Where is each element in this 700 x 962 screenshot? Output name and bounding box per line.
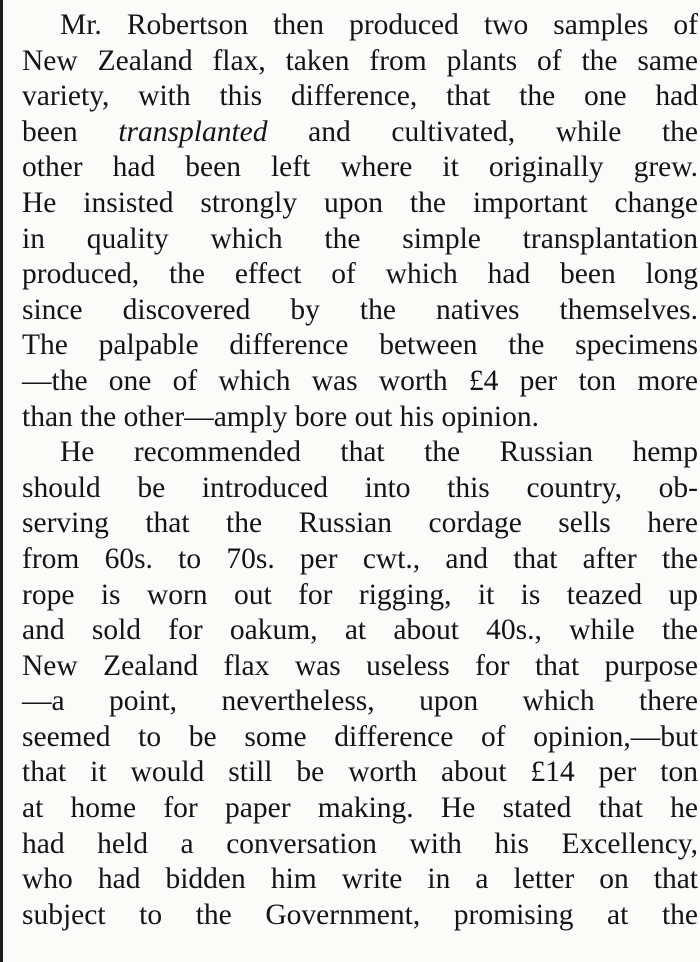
text-line: The palpable difference between the specimens [22,329,698,362]
text-line: at home for paper making. He stated that he [22,792,698,825]
text-line: variety, with this difference, that the one had [22,80,698,113]
text-line: than the other—amply bore out his opinion. [22,400,539,433]
text-line: He insisted strongly upon the important change [22,186,698,219]
text-fragment: been [22,115,119,148]
italic-word: transplanted [118,115,268,148]
text-fragment: and cultivated, while the [267,115,698,148]
paragraph-2 [22,435,698,933]
text-line: New Zealand flax was useless for that purpose [22,649,698,682]
text-line: rope is worn out for rigging, it is teazed up [22,578,698,611]
text-line: —the one of which was worth £4 per ton more [22,364,698,397]
text-line: New Zealand flax, taken from plants of the same [22,44,698,77]
text-line: —a point, nevertheless, upon which there [22,685,698,718]
text-line: seemed to be some difference of opinion,—but [22,720,698,753]
text-line: since discovered by the natives themselves. [22,293,698,326]
text-line: should be introduced into this country, ob- [22,471,698,504]
text-line: serving that the Russian cordage sells here [22,507,698,540]
text-line: in quality which the simple transplantation [22,222,698,255]
column-rule [0,0,3,962]
text-line: had held a conversation with his Excellency, [22,827,698,860]
text-line: Mr. Robertson then produced two samples of [60,9,698,41]
text-line: other had been left where it originally grew. [22,151,698,184]
text-line: He recommended that the Russian hemp [60,436,698,469]
text-line: subject to the Government, promising at the [22,898,698,931]
text-line: produced, the effect of which had been long [22,258,698,291]
paragraph-1 [22,8,698,435]
text-line: from 60s. to 70s. per cwt., and that after the [22,542,698,575]
text-line: who had bidden him write in a letter on that [22,863,698,896]
article-column [22,8,698,933]
text-line [22,115,698,151]
text-line: and sold for oakum, at about 40s., while the [22,614,698,647]
text-line: that it would still be worth about £14 per ton [22,756,698,789]
